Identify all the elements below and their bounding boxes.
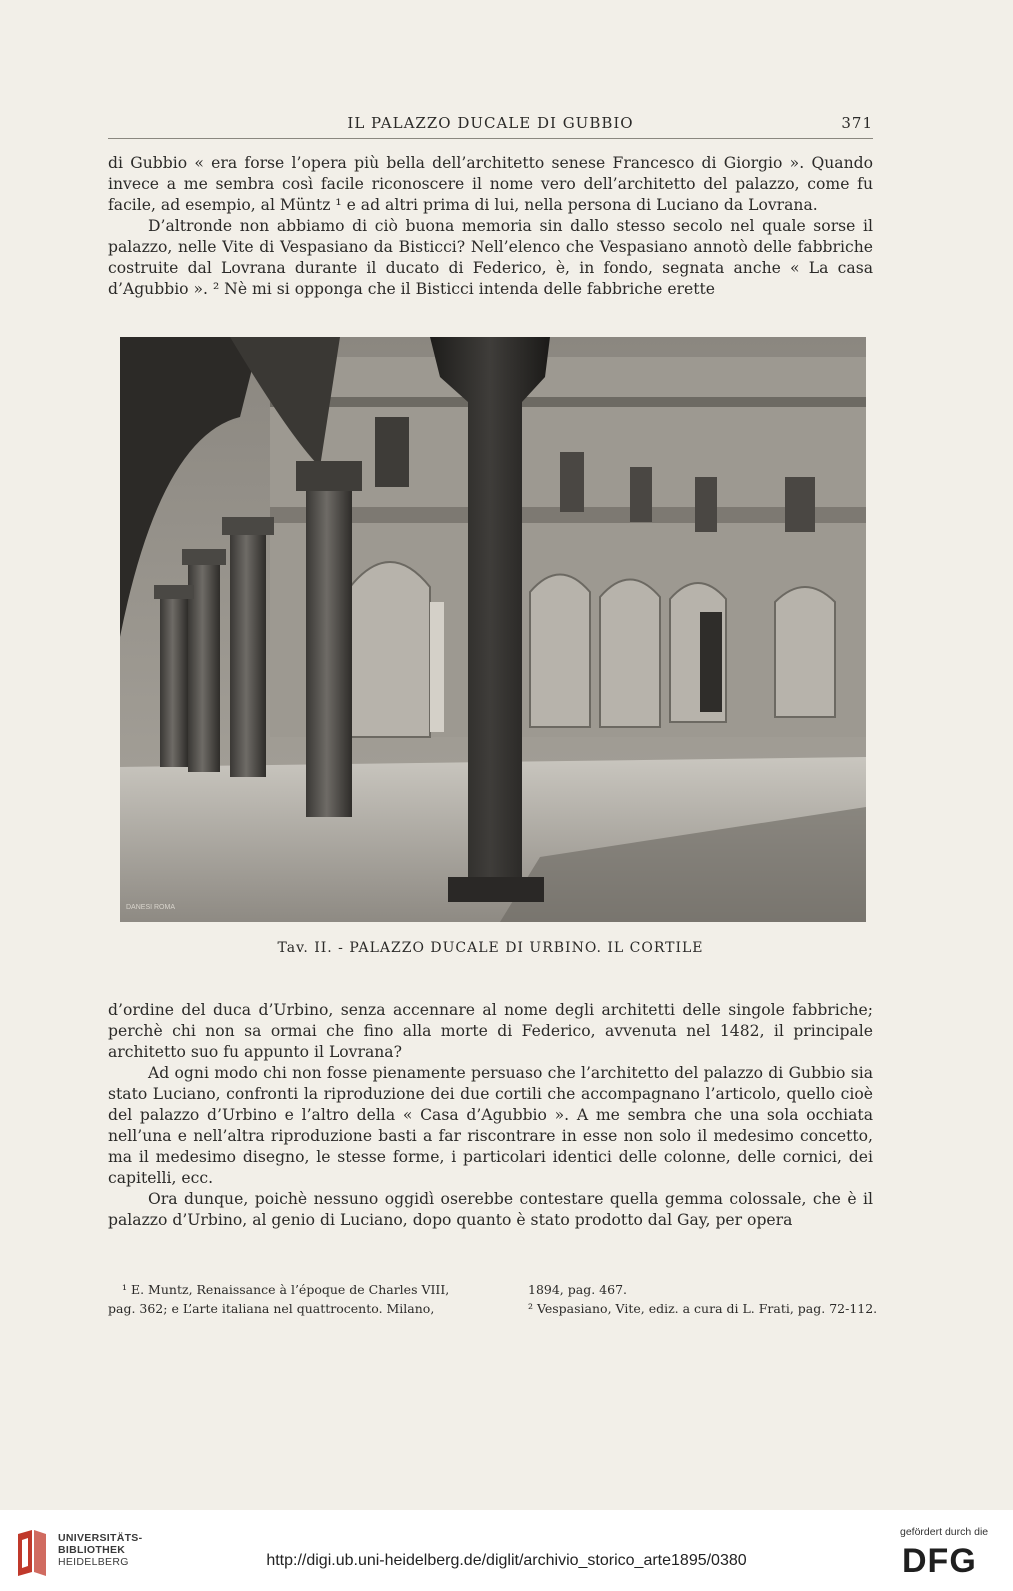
footnote-1-year: 1894, pag. 467. — [528, 1282, 627, 1297]
page-number: 371 — [841, 114, 873, 132]
digitization-footer — [0, 1510, 1013, 1591]
paragraph: di Gubbio « era forse l’opera più bella dell’architetto senese Francesco di Giorgio ». Quando invece a me sembra così facile riconoscere il nome vero dell’architetto del palazzo, come fu facile, ad esempio, al Müntz ¹ e ad altri prima di lui, nella persona di Luciano da Lovrana. — [108, 154, 873, 214]
footnote-1 — [108, 1280, 518, 1318]
library-name-line-1: UNIVERSITÄTS- — [58, 1532, 143, 1544]
source-url-link[interactable]: http://digi.ub.uni-heidelberg.de/diglit/archivio_storico_arte1895/0380 — [266, 1552, 747, 1569]
footnote-2: ² Vespasiano, Vite, ediz. a cura di L. Frati, pag. 72-112. — [528, 1301, 878, 1316]
body-text-top — [108, 153, 873, 300]
figure-caption: Tav. II. - PALAZZO DUCALE DI URBINO. IL CORTILE — [277, 940, 704, 956]
courtyard-illustration — [120, 337, 866, 922]
dfg-logo: DFG — [902, 1542, 977, 1580]
footnote-1-line-1: ¹ E. Muntz, Renaissance à l’époque de Charles VIII, — [122, 1282, 450, 1297]
paragraph: D’altronde non abbiamo di ciò buona memoria sin dallo stesso secolo nel quale sorse il palazzo, nelle Vite di Vespasiano da Bisticci? Nell’elenco che Vespasiano annotò delle fabbriche costruite dal Lovrana durante il ducato di Federico, è, in fondo, segnata anche « La casa d’Agubbio ». ² Nè mi si opponga che il Bisticci intenda delle fabbriche erette — [108, 217, 873, 298]
body-text-bottom — [108, 1000, 873, 1231]
photo-stamp: DANESI ROMA — [126, 904, 176, 911]
funding-label: gefördert durch die — [900, 1526, 989, 1538]
footnote-right-column — [528, 1280, 885, 1318]
library-name-line-2: BIBLIOTHEK — [58, 1544, 126, 1556]
footnote-1-line-2: pag. 362; e L’arte italiana nel quattrocento. Milano, — [108, 1301, 435, 1316]
paragraph: Ora dunque, poichè nessuno oggidì oserebbe contestare quella gemma colossale, che è il palazzo d’Urbino, al genio di Luciano, dopo quanto è stato prodotto dal Gay, per opera — [108, 1190, 873, 1229]
running-header — [108, 112, 873, 139]
library-name-line-3: HEIDELBERG — [58, 1556, 129, 1568]
paragraph: Ad ogni modo chi non fosse pienamente persuaso che l’architetto del palazzo di Gubbio sia stato Luciano, confronti la riproduzione dei due cortili che accompagnano l’articolo, quello cioè del palazzo d’Urbino e l’altro della « Casa d’Agubbio ». A me sembra che una sola occhiata nell’una e nell’altra riproduzione basti a far riscontrare in esse non solo il medesimo concetto, ma il medesimo disegno, le stesse forme, i particolari identici delle colonne, delle cornici, dei capitelli, ecc. — [108, 1064, 873, 1187]
running-title: IL PALAZZO DUCALE DI GUBBIO — [347, 114, 634, 132]
paragraph: d’ordine del duca d’Urbino, senza accennare al nome degli architetti delle singole fabbriche; perchè chi non sa ormai che fino alla morte di Federico, avvenuta nel 1482, il principale architetto suo fu appunto il Lovrana? — [108, 1001, 873, 1061]
courtyard-photograph — [120, 337, 866, 922]
